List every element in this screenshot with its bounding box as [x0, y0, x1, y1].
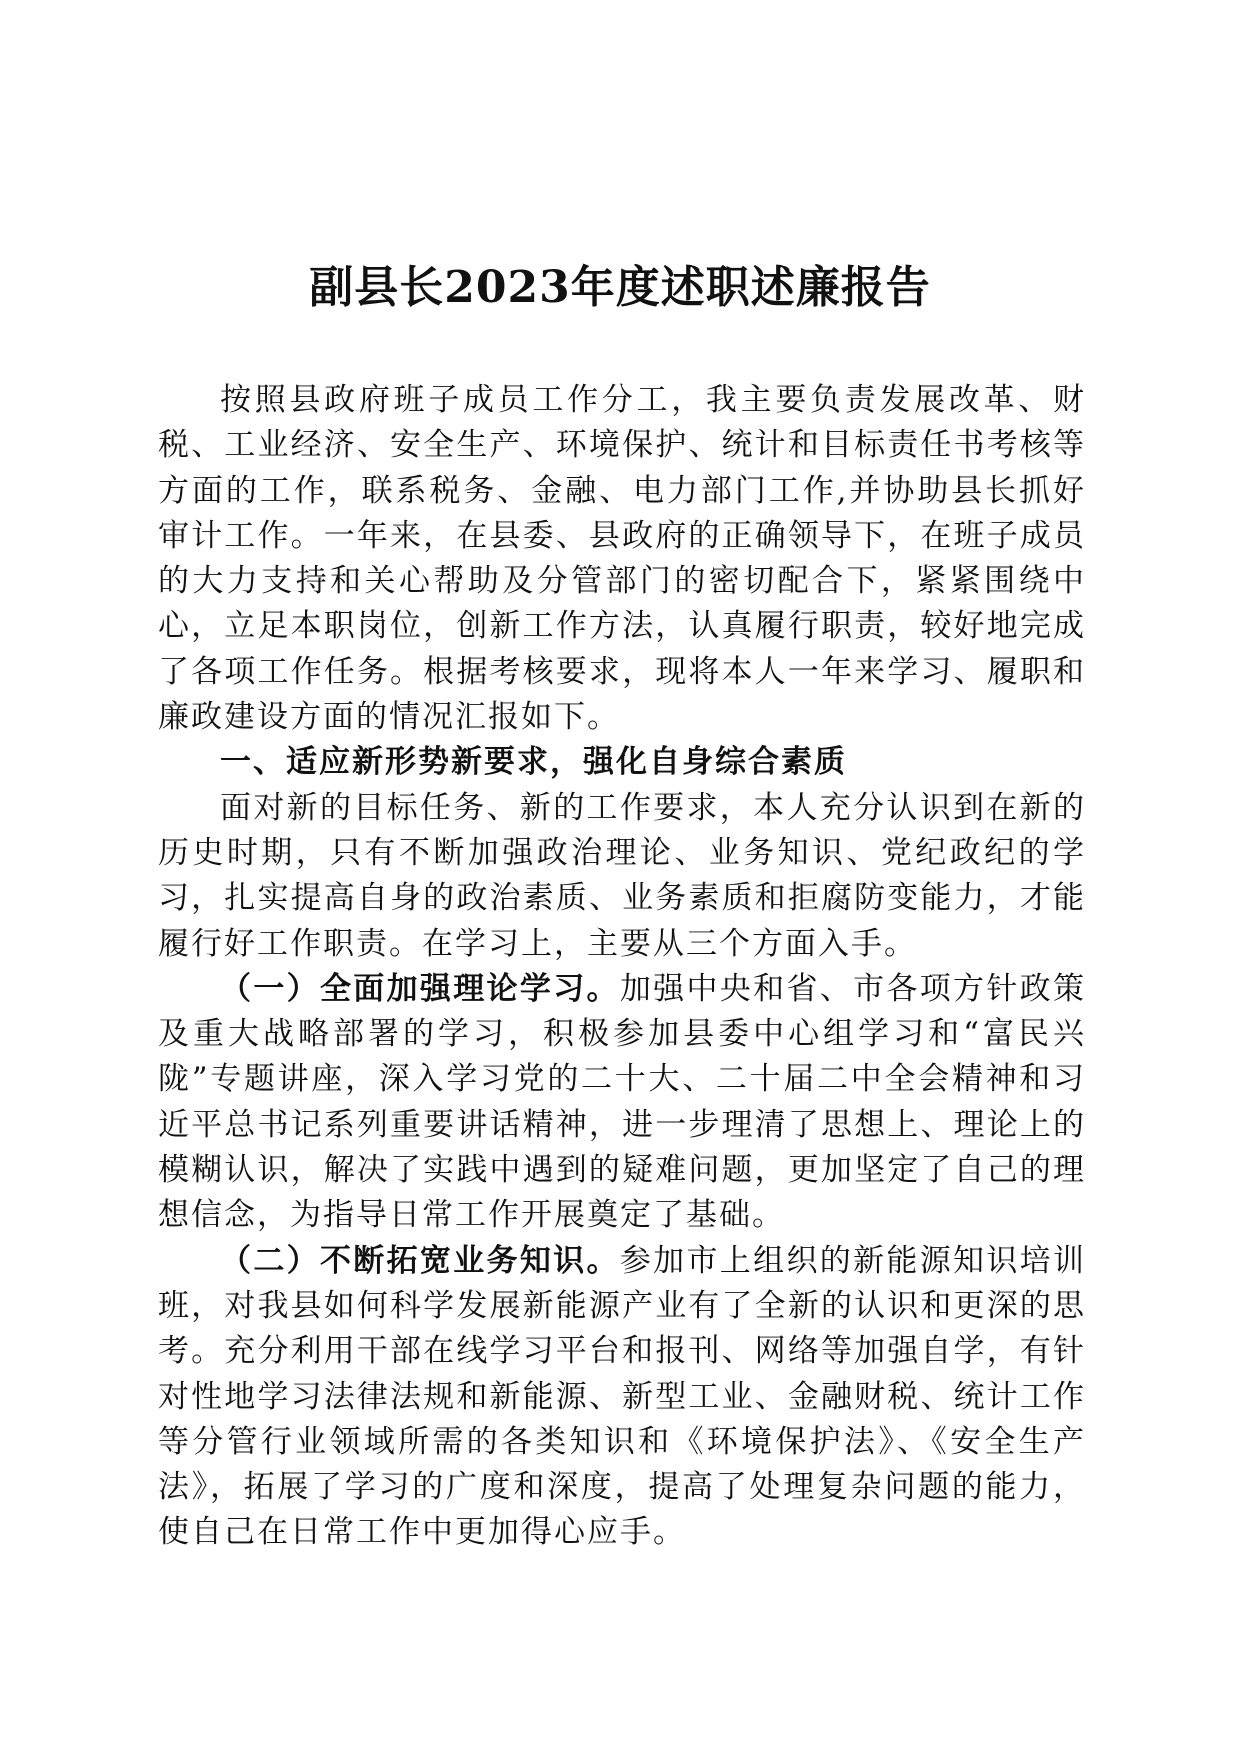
item-lead-1: （一）全面加强理论学习。	[220, 970, 620, 1007]
document-title: 副县长2023年度述职述廉报告	[309, 262, 931, 313]
item-lead-2: （二）不断拓宽业务知识。	[220, 1242, 620, 1279]
section-heading: 一、适应新形势新要求，强化自身综合素质	[220, 744, 847, 781]
intro-paragraph: 按照县政府班子成员工作分工，我主要负责发展改革、财税、工业经济、安全生产、环境保护、统计和目标责任书考核等方面的工作，联系税务、金融、电力部门工作,并协助县长抓好审计工作。一年来，在县委、县政府的正确领导下，在班子成员的大力支持和关心帮助及分管部门的密切配合下，紧紧围绕中心，立足本职岗位，创新工作方法，认真履行职责，较好地完成了各项工作任务。根据考核要求，现将本人一年来学习、履职和廉政建设方面的情况汇报如下。	[158, 382, 1086, 736]
section-intro-paragraph: 面对新的目标任务、新的工作要求，本人充分认识到在新的历史时期，只有不断加强政治理论、业务知识、党纪政纪的学习，扎实提高自身的政治素质、业务素质和拒腐防变能力，才能履行好工作职责。在学习上，主要从三个方面入手。	[158, 789, 1086, 962]
document-body	[158, 378, 1086, 1556]
item-paragraph-2	[158, 1239, 1086, 1556]
item-text-1: 加强中央和省、市各项方针政策及重大战略部署的学习，积极参加县委中心组学习和“富民兴陇”专题讲座，深入学习党的二十大、二十届二中全会精神和习近平总书记系列重要讲话精神，进一步理清了思想上、理论上的模糊认识，解决了实践中遇到的疑难问题，更加坚定了自己的理想信念，为指导日常工作开展奠定了基础。	[158, 970, 1087, 1234]
item-text-2: 参加市上组织的新能源知识培训班，对我县如何科学发展新能源产业有了全新的认识和更深的思考。充分利用干部在线学习平台和报刊、网络等加强自学，有针对性地学习法律法规和新能源、新型工业、金融财税、统计工作等分管行业领域所需的各类知识和《环境保护法》、《安全生产法》，拓展了学习的广度和深度，提高了处理复杂问题的能力，使自己在日常工作中更加得心应手。	[158, 1242, 1087, 1551]
item-paragraph-1	[158, 967, 1086, 1239]
